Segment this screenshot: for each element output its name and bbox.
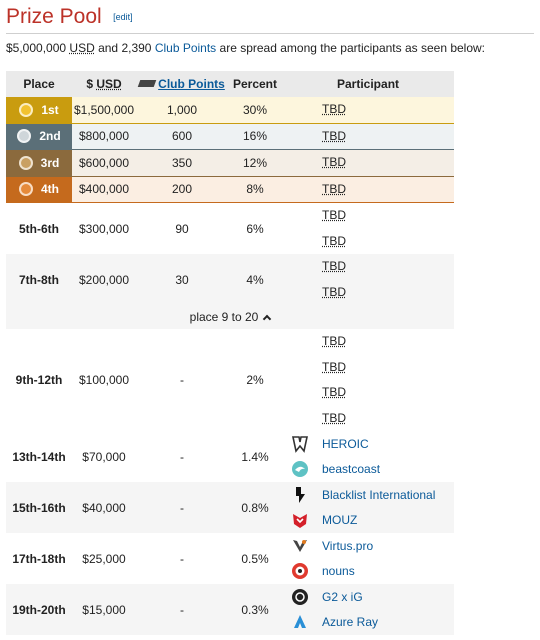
intro-rest: are spread among the participants as seen below: [216, 41, 486, 55]
edit-link[interactable]: edit [115, 12, 131, 22]
percent-cell: 30% [228, 97, 282, 123]
header-club-points [136, 71, 228, 97]
participant-cell [318, 203, 454, 255]
gold-medal-icon [19, 103, 33, 117]
table-row [6, 533, 454, 584]
tbd-label: TBD [322, 410, 346, 425]
logo-cell [282, 123, 318, 150]
participant-cell [318, 482, 454, 533]
percent-cell: 0.8% [228, 482, 282, 533]
section-heading [6, 4, 534, 34]
usd-cell: $25,000 [72, 533, 136, 584]
nouns-logo-icon [290, 561, 310, 581]
header-place: Place [6, 71, 72, 97]
intro-and: and 2,390 [94, 41, 155, 55]
usd-cell: $40,000 [72, 482, 136, 533]
tbd-label: TBD [322, 233, 346, 248]
usd-cell: $100,000 [72, 329, 136, 431]
participant-cell [318, 431, 454, 482]
team-entry [322, 584, 454, 610]
team-entry [322, 482, 454, 508]
logo-cell [282, 150, 318, 177]
percent-cell: 12% [228, 150, 282, 177]
percent-cell: 4% [228, 254, 282, 305]
percent-cell: 6% [228, 203, 282, 255]
team-link-beastcoast[interactable]: beastcoast [322, 462, 381, 477]
place-cell: 9th-12th [6, 329, 72, 431]
logo-cell [282, 431, 318, 482]
table-row [6, 584, 454, 635]
percent-cell: 8% [228, 176, 282, 203]
expand-toggle-row[interactable] [6, 305, 454, 329]
esl-logo-icon [138, 80, 157, 87]
mouz-logo-icon [290, 510, 310, 530]
percent-cell: 16% [228, 123, 282, 150]
participant-cell [318, 584, 454, 635]
club-points-link[interactable]: Club Points [154, 41, 217, 55]
tbd-label: TBD [322, 385, 346, 399]
usd-cell: $400,000 [72, 176, 136, 203]
team-entry [322, 533, 454, 559]
place-label: 2nd [39, 129, 61, 144]
team-link-mouz[interactable]: MOUZ [322, 513, 358, 528]
logo-cell [282, 203, 318, 255]
usd-cell: $200,000 [72, 254, 136, 305]
chevron-up-icon [263, 315, 271, 323]
header-club-points-link[interactable]: Club Points [158, 77, 225, 91]
tbd-label: TBD [322, 284, 346, 299]
usd-cell: $15,000 [72, 584, 136, 635]
percent-cell: 0.5% [228, 533, 282, 584]
team-entry [322, 610, 454, 636]
table-row [6, 431, 454, 482]
header-usd [72, 71, 136, 97]
section-title: Prize Pool [6, 5, 102, 28]
table-row [6, 482, 454, 533]
team-link-g2-ig[interactable]: G2 x iG [322, 589, 363, 604]
logo-cell [282, 584, 318, 635]
percent-cell: 1.4% [228, 431, 282, 482]
team-link-heroic[interactable]: HEROIC [322, 436, 369, 451]
team-entry [322, 457, 454, 483]
copper-medal-icon [19, 182, 33, 196]
place-label: 1st [41, 102, 59, 117]
club-points-cell: - [136, 431, 228, 482]
club-points-cell: 30 [136, 254, 228, 305]
intro-amount: $5,000,000 [6, 41, 67, 55]
participant-cell [318, 97, 454, 123]
virtuspro-logo-icon [290, 536, 310, 556]
header-usd-label: USD [96, 77, 122, 91]
table-row [6, 329, 454, 431]
table-row [6, 97, 454, 123]
participant-cell [318, 533, 454, 584]
tbd-label: TBD [322, 359, 346, 374]
team-link-nouns[interactable]: nouns [322, 564, 355, 579]
edit-link-wrapper: [edit] [113, 12, 133, 22]
club-points-cell: - [136, 584, 228, 635]
participant-cell [318, 123, 454, 150]
team-entry [322, 431, 454, 457]
percent-cell: 2% [228, 329, 282, 431]
expand-toggle[interactable] [6, 305, 454, 329]
club-points-cell: 600 [136, 123, 228, 150]
table-row [6, 150, 454, 177]
tbd-label: TBD [322, 102, 346, 116]
usd-cell: $300,000 [72, 203, 136, 255]
tbd-label: TBD [322, 334, 346, 348]
team-link-virtuspro[interactable]: Virtus.pro [322, 538, 374, 553]
header-usd-prefix: $ [86, 77, 97, 91]
team-entry [322, 559, 454, 585]
prize-pool-table [6, 71, 454, 635]
participant-cell [318, 254, 454, 305]
place-cell: 5th-6th [6, 203, 72, 255]
club-points-cell: - [136, 533, 228, 584]
table-row [6, 254, 454, 305]
bronze-medal-icon [19, 156, 33, 170]
heroic-logo-icon [290, 434, 310, 454]
place-cell: 19th-20th [6, 584, 72, 635]
expand-toggle-label: place 9 to 20 [189, 310, 259, 324]
club-points-cell: 200 [136, 176, 228, 203]
tbd-label: TBD [322, 128, 346, 143]
intro-currency: USD [69, 41, 95, 55]
logo-cell [282, 176, 318, 203]
logo-cell [282, 329, 318, 431]
participant-cell [318, 176, 454, 203]
participant-cell [318, 329, 454, 431]
place-cell [6, 150, 72, 177]
team-link-blacklist[interactable]: Blacklist International [322, 487, 436, 502]
table-header-row [6, 71, 454, 97]
club-points-cell: - [136, 329, 228, 431]
tbd-label: TBD [322, 208, 346, 222]
intro-text [6, 40, 534, 56]
percent-cell: 0.3% [228, 584, 282, 635]
logo-cell [282, 533, 318, 584]
header-percent: Percent [228, 71, 282, 97]
usd-cell: $600,000 [72, 150, 136, 177]
place-cell: 17th-18th [6, 533, 72, 584]
place-cell: 7th-8th [6, 254, 72, 305]
table-row [6, 123, 454, 150]
g2-ig-logo-icon [290, 587, 310, 607]
table-row [6, 176, 454, 203]
place-cell: 15th-16th [6, 482, 72, 533]
usd-cell: $800,000 [72, 123, 136, 150]
beastcoast-logo-icon [290, 459, 310, 479]
club-points-cell: - [136, 482, 228, 533]
blacklist-logo-icon [290, 485, 310, 505]
tbd-label: TBD [322, 155, 346, 169]
tbd-label: TBD [322, 259, 346, 273]
place-label: 4th [41, 182, 59, 197]
logo-cell [282, 97, 318, 123]
usd-cell: $70,000 [72, 431, 136, 482]
club-points-cell: 90 [136, 203, 228, 255]
club-points-cell: 350 [136, 150, 228, 177]
usd-cell: $1,500,000 [72, 97, 136, 123]
place-cell [6, 123, 72, 150]
tbd-label: TBD [322, 181, 346, 196]
azure-ray-logo-icon [290, 612, 310, 632]
team-link-azure-ray[interactable]: Azure Ray [322, 615, 379, 630]
place-cell: 13th-14th [6, 431, 72, 482]
header-participant: Participant [282, 71, 454, 97]
team-entry [322, 508, 454, 534]
participant-cell [318, 150, 454, 177]
place-cell [6, 97, 72, 123]
place-label: 3rd [40, 155, 60, 170]
logo-cell [282, 482, 318, 533]
logo-cell [282, 254, 318, 305]
place-cell [6, 176, 72, 203]
silver-medal-icon [17, 129, 31, 143]
table-row [6, 203, 454, 255]
club-points-cell: 1,000 [136, 97, 228, 123]
